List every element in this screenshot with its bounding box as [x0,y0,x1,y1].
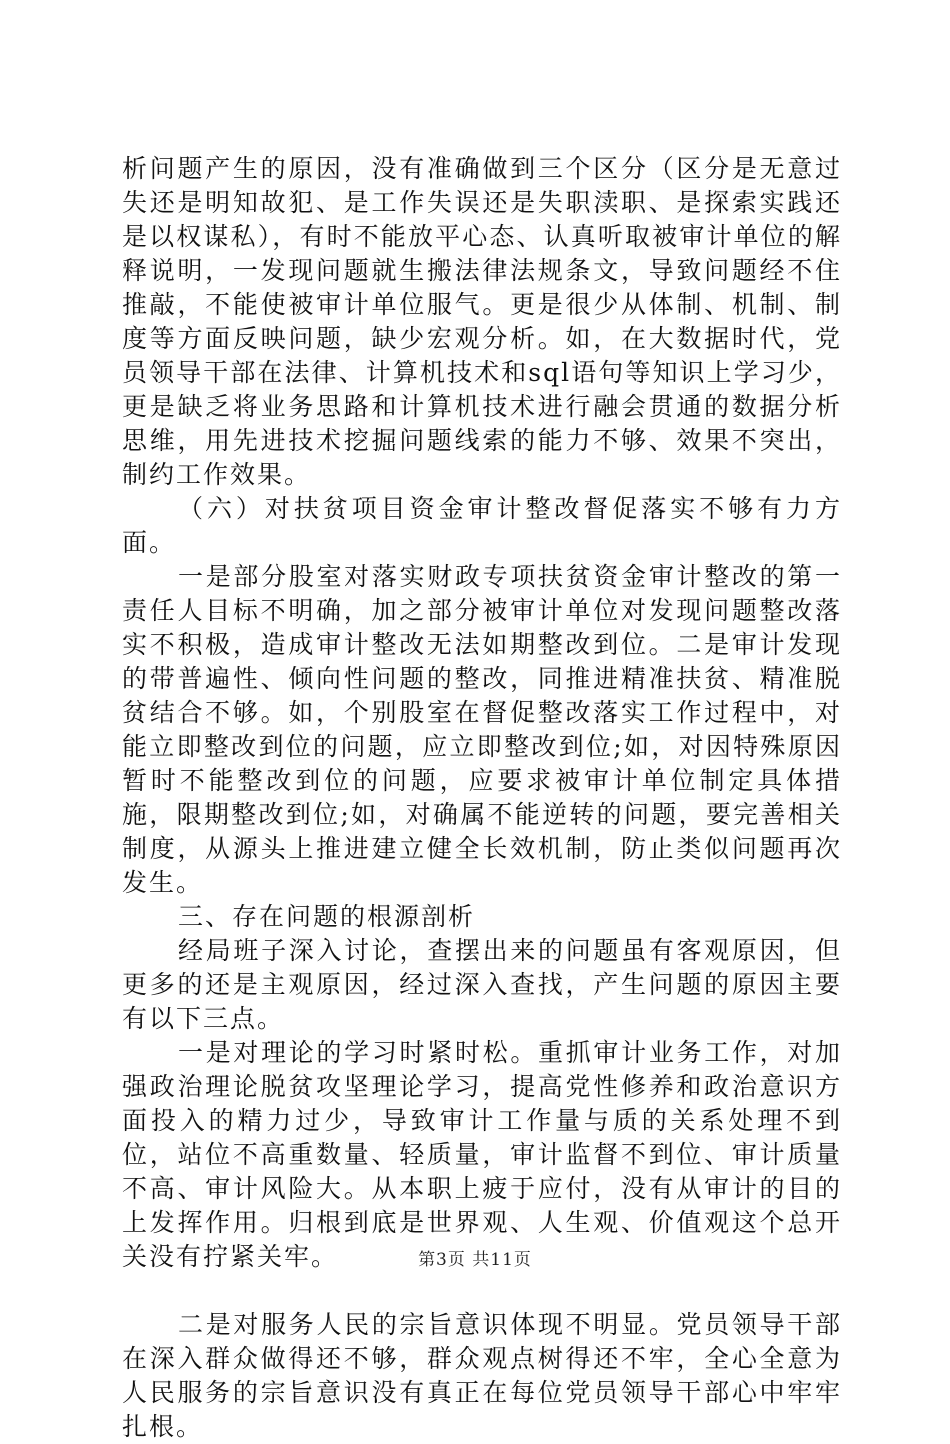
paragraph: 二是对服务人民的宗旨意识体现不明显。党员领导干部在深入群众做得还不够，群众观点树得还不牢，全心全意为人民服务的宗旨意识没有真正在每位党员领导干部心中牢牢扎根。 [122,1310,842,1441]
paragraph: 一是对理论的学习时紧时松。重抓审计业务工作，对加强政治理论脱贫攻坚理论学习，提高党性修养和政治意识方面投入的精力过少，导致审计工作量与质的关系处理不到位，站位不高重数量、轻质量，审计监督不到位、审计质量不高、审计风险大。从本职上疲于应付，没有从审计的目的上发挥作用。归根到底是世界观、人生观、价值观这个总开关没有拧紧关牢。 [122,1038,842,1271]
section-heading-six: （六）对扶贫项目资金审计整改督促落实不够有力方面。 [122,494,842,557]
paragraph: 经局班子深入讨论，查摆出来的问题虽有客观原因，但更多的还是主观原因，经过深入查找，产生问题的原因主要有以下三点。 [122,936,842,1033]
page-number-footer: 第3页 共11页 [418,1250,532,1270]
paragraph-gap [122,1274,842,1308]
paragraph: 一是部分股室对落实财政专项扶贫资金审计整改的第一责任人目标不明确，加之部分被审计单位对发现问题整改落实不积极，造成审计整改无法如期整改到位。二是审计发现的带普遍性、倾向性问题的整改，同推进精准扶贫、精准脱贫结合不够。如，个别股室在督促整改落实工作过程中，对能立即整改到位的问题，应立即整改到位;如，对因特殊原因暂时不能整改到位的问题，应要求被审计单位制定具体措施，限期整改到位;如，对确属不能逆转的问题，要完善相关制度，从源头上推进建立健全长效机制，防止类似问题再次发生。 [122,562,842,897]
paragraph-continuation: 析问题产生的原因，没有准确做到三个区分（区分是无意过失还是明知故犯、是工作失误还是失职渎职、是探索实践还是以权谋私），有时不能放平心态、认真听取被审计单位的解释说明，一发现问题就生搬法律法规条文，导致问题经不住推敲，不能使被审计单位服气。更是很少从体制、机制、制度等方面反映问题，缺少宏观分析。如，在大数据时代，党员领导干部在法律、计算机技术和sql语句等知识上学习少，更是缺乏将业务思路和计算机技术进行融会贯通的数据分析思维，用先进技术挖掘问题线索的能力不够、效果不突出，制约工作效果。 [122,154,842,489]
section-heading-three: 三、存在问题的根源剖析 [178,902,476,931]
